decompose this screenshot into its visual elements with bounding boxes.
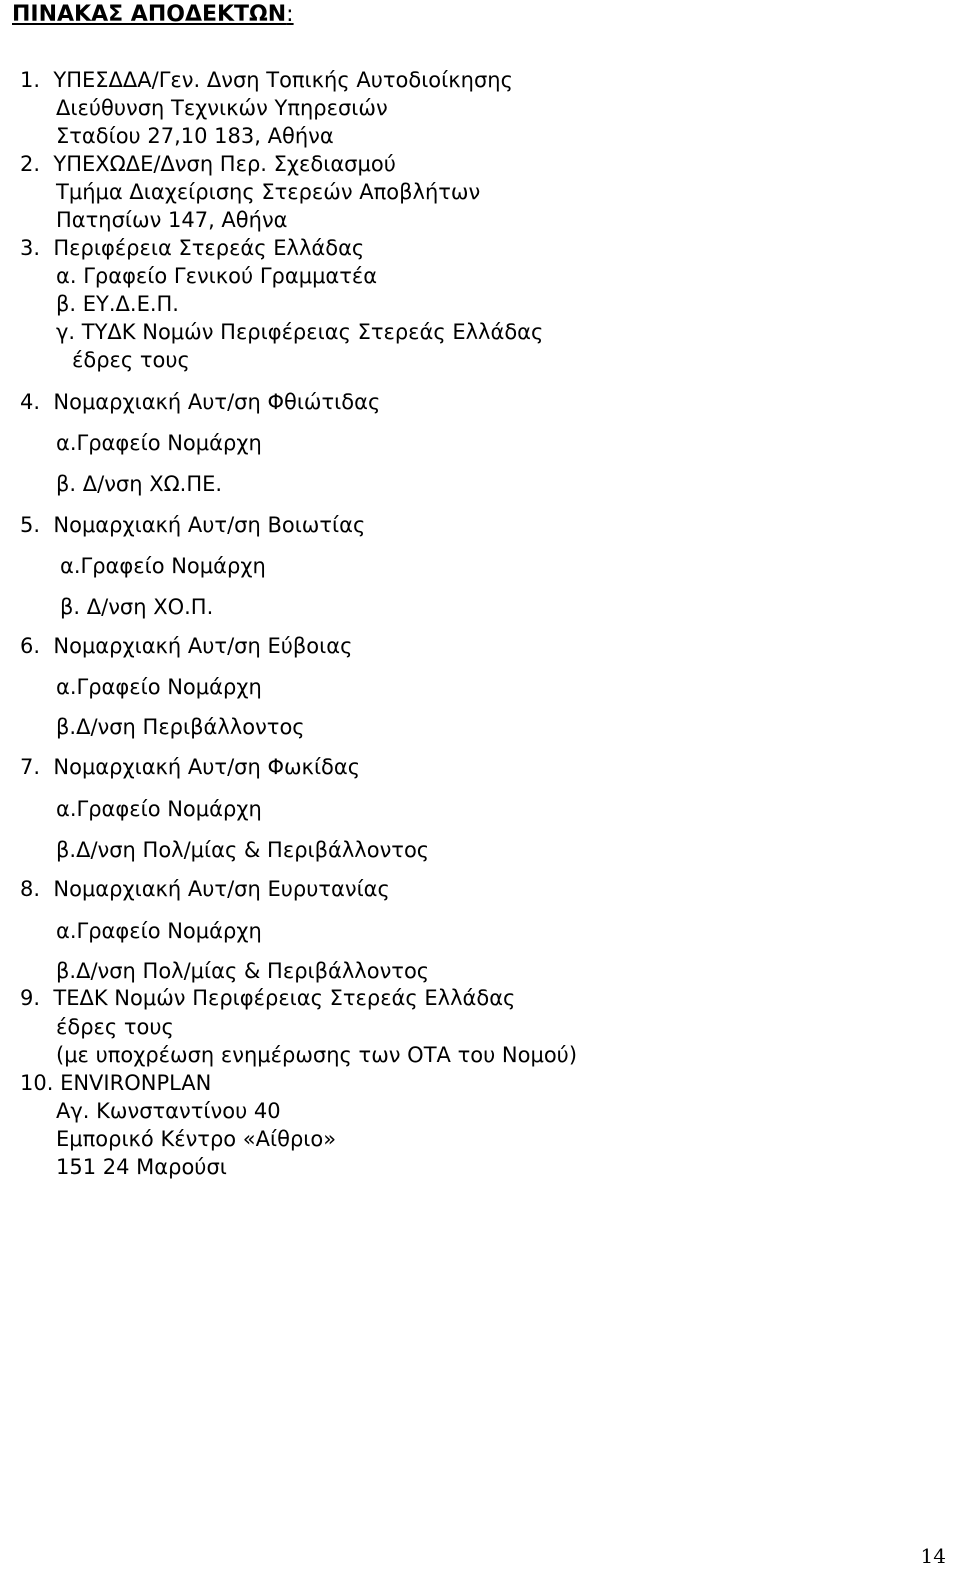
- recipient-9-line-3: (με υποχρέωση ενημέρωσης των ΟΤΑ του Νομού): [56, 1043, 578, 1067]
- recipient-2-line-2: Τμήμα Διαχείρισης Στερεών Αποβλήτων: [56, 180, 481, 204]
- recipient-7-item-b: β.Δ/νση Πολ/μίας & Περιβάλλοντος: [56, 838, 430, 862]
- recipient-5-line-1: 5. Νομαρχιακή Αυτ/ση Βοιωτίας: [20, 513, 366, 537]
- recipient-8-item-b: β.Δ/νση Πολ/μίας & Περιβάλλοντος: [56, 959, 430, 983]
- recipient-4-item-a: α.Γραφείο Νομάρχη: [56, 431, 262, 455]
- recipient-10-line-4: 151 24 Μαρούσι: [56, 1155, 227, 1179]
- recipient-5-item-a: α.Γραφείο Νομάρχη: [60, 554, 266, 578]
- recipient-3-item-a: α. Γραφείο Γενικού Γραμματέα: [56, 264, 378, 288]
- recipient-6-item-b: β.Δ/νση Περιβάλλοντος: [56, 715, 305, 739]
- recipient-1-line-2: Διεύθυνση Τεχνικών Υπηρεσιών: [56, 96, 388, 120]
- recipient-10-line-1: 10. ENVIRONPLAN: [20, 1071, 212, 1095]
- recipient-3-line-1: 3. Περιφέρεια Στερεάς Ελλάδας: [20, 236, 365, 260]
- recipient-6-line-1: 6. Νομαρχιακή Αυτ/ση Εύβοιας: [20, 634, 353, 658]
- recipient-8-line-1: 8. Νομαρχιακή Αυτ/ση Ευρυτανίας: [20, 877, 390, 901]
- recipient-7-line-1: 7. Νομαρχιακή Αυτ/ση Φωκίδας: [20, 755, 361, 779]
- recipient-4-line-1: 4. Νομαρχιακή Αυτ/ση Φθιώτιδας: [20, 390, 381, 414]
- recipient-4-item-b: β. Δ/νση ΧΩ.ΠΕ.: [56, 472, 223, 496]
- recipient-5-item-b: β. Δ/νση ΧΟ.Π.: [60, 595, 214, 619]
- recipient-10-line-3: Εμπορικό Κέντρο «Αίθριο»: [56, 1127, 337, 1151]
- document-title: [12, 2, 294, 28]
- recipient-7-item-a: α.Γραφείο Νομάρχη: [56, 797, 262, 821]
- title-colon: :: [286, 2, 294, 27]
- recipient-10-line-2: Αγ. Κωνσταντίνου 40: [56, 1099, 281, 1123]
- recipient-6-item-a: α.Γραφείο Νομάρχη: [56, 675, 262, 699]
- recipient-3-item-b: β. ΕΥ.Δ.Ε.Π.: [56, 292, 179, 316]
- recipient-9-line-2: έδρες τους: [56, 1015, 174, 1039]
- recipient-1-line-3: Σταδίου 27,10 183, Αθήνα: [56, 124, 334, 148]
- recipient-3-item-c-cont: έδρες τους: [72, 348, 190, 372]
- recipient-3-item-c: γ. ΤΥΔΚ Νομών Περιφέρειας Στερεάς Ελλάδας: [56, 320, 544, 344]
- recipient-2-line-3: Πατησίων 147, Αθήνα: [56, 208, 288, 232]
- recipient-2-line-1: 2. ΥΠΕΧΩΔΕ/Δνση Περ. Σχεδιασμού: [20, 152, 396, 176]
- recipient-1-line-1: 1. ΥΠΕΣΔΔΑ/Γεν. Δνση Τοπικής Αυτοδιοίκησης: [20, 68, 513, 92]
- title-text: ΠΙΝΑΚΑΣ ΑΠΟΔΕΚΤΩΝ: [12, 2, 287, 27]
- recipient-9-line-1: 9. ΤΕΔΚ Νομών Περιφέρειας Στερεάς Ελλάδας: [20, 986, 516, 1010]
- recipient-8-item-a: α.Γραφείο Νομάρχη: [56, 919, 262, 943]
- page-number: 14: [920, 1544, 946, 1568]
